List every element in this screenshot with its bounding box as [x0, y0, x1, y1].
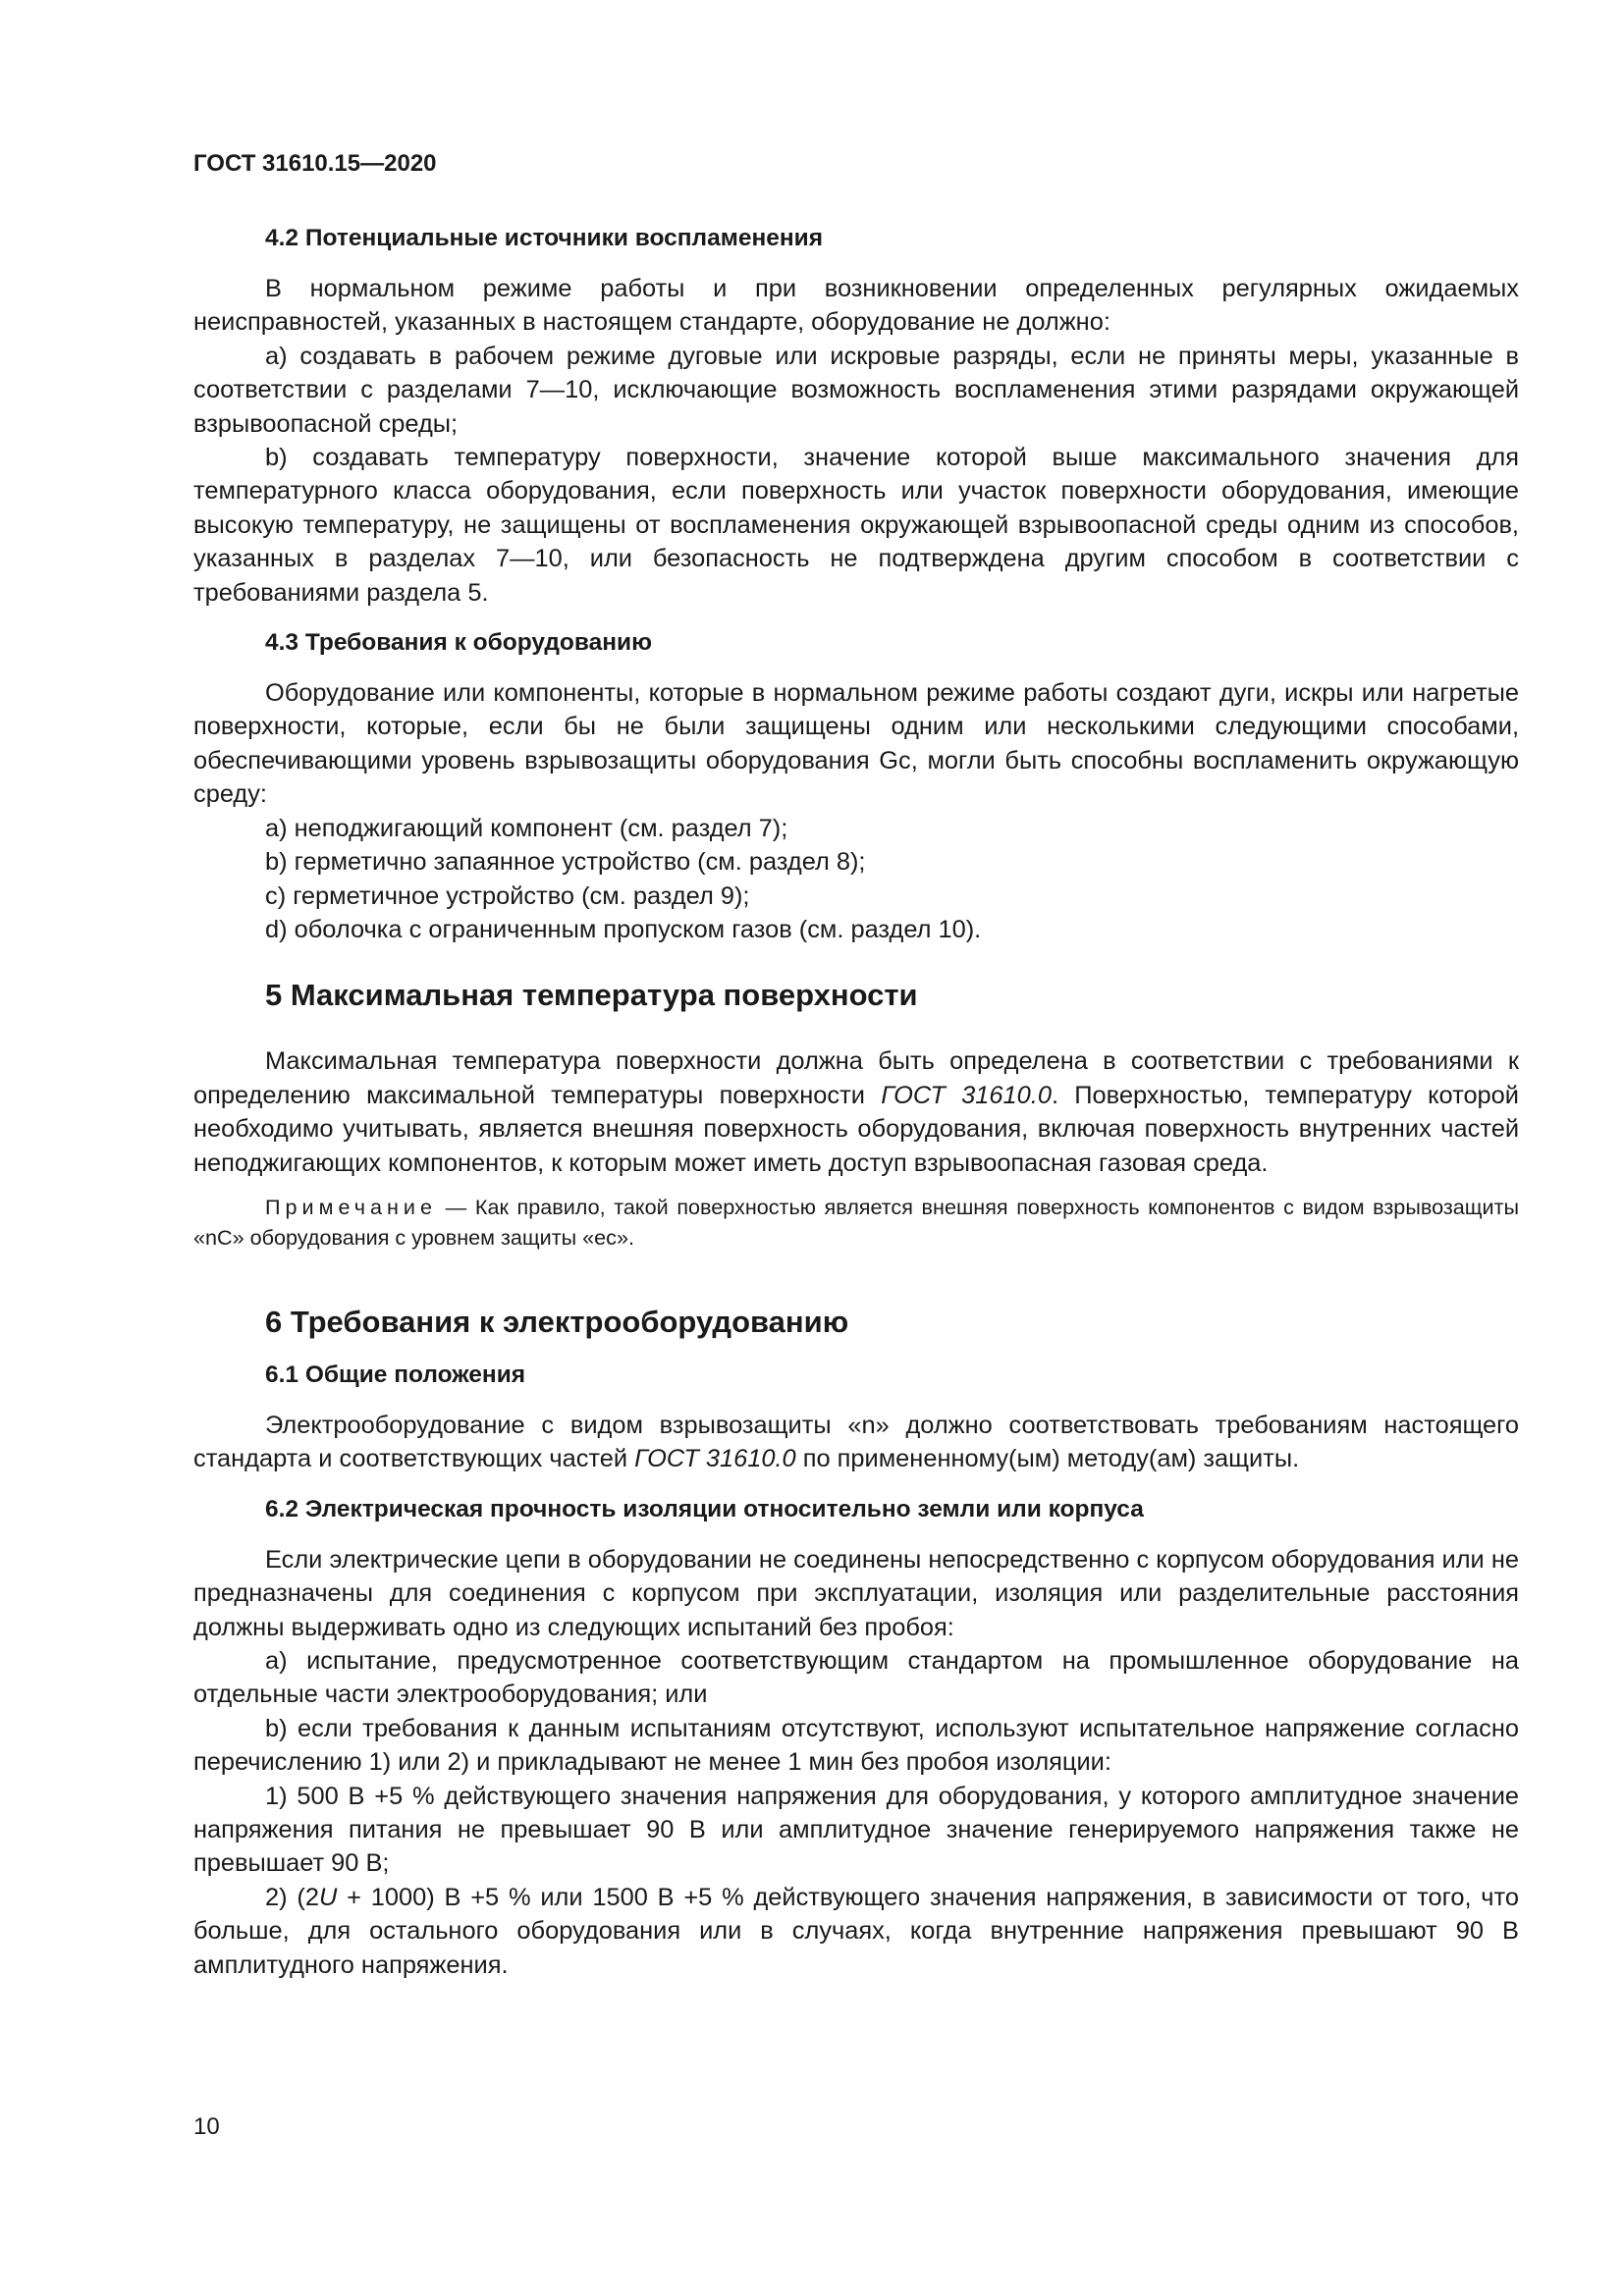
note-label: Примечание: [265, 1194, 437, 1219]
reference-gost-31610-0: ГОСТ 31610.0: [634, 1445, 796, 1473]
list-4-3: [193, 812, 1519, 947]
list-item-4-3-b: b) герметично запаянное устройство (см. раздел 8);: [265, 848, 866, 877]
heading-4-2: 4.2 Потенциальные источники воспламенения: [265, 225, 824, 251]
note-5: [193, 1192, 1519, 1254]
list-item-6-2-a: a) испытание, предусмотренное соответствующим стандартом на промышленное оборудование на отдельные части электрооборудования; или: [193, 1646, 1519, 1709]
list-item-6-2-2-end: + 1000) В +5 % или 1500 В +5 % действующего значения напряжения, в зависимости от того, что больше, для остального оборудования или в случаях, когда внутренние напряжения превышают 90 В амплитудного напряжения.: [193, 1883, 1519, 1979]
paragraph-4-2-intro: В нормальном режиме работы и при возникновении определенных регулярных ожидаемых неисправностей, указанных в настоящем стандарте, оборудование не должно:: [193, 275, 1519, 337]
heading-6-2: 6.2 Электрическая прочность изоляции относительно земли или корпуса: [265, 1495, 1144, 1522]
paragraph-6-1-text-start: Электрооборудование с видом взрывозащиты «n» должно соответствовать требованиям настоящего стандарта и соответствующих частей: [193, 1411, 1519, 1473]
paragraph-5-text-start: Максимальная температура поверхности должна быть определена в соответствии с требованиями к определению максимальной температуры поверхности: [193, 1047, 1519, 1109]
page-content: [193, 222, 1519, 1982]
list-item-6-2-2: [193, 1881, 1519, 1982]
list-item-4-3-d: d) оболочка с ограниченным пропуском газов (см. раздел 10).: [265, 915, 982, 943]
paragraph-5-text-end: . Поверхностью, температуру которой необходимо учитывать, является внешняя поверхность оборудования, включая поверхность внутренних частей неподжигающих компонентов, к которым может иметь доступ взрывоопасная газовая среда.: [193, 1081, 1519, 1177]
heading-section-5: 5 Максимальная температура поверхности: [265, 978, 918, 1013]
list-item-4-3-a: a) неподжигающий компонент (см. раздел 7);: [265, 814, 788, 842]
heading-4-3: 4.3 Требования к оборудованию: [265, 629, 653, 657]
paragraph-4-3-intro: Оборудование или компоненты, которые в нормальном режиме работы создают дуги, искры или нагретые поверхности, которые, если бы не были защищены одним или несколькими следующими способами, обеспечивающими уровень взрывозащиты оборудования Gc, могли быть способны воспламенить окружающую среду:: [193, 679, 1519, 809]
list-item-4-2-b: b) создавать температуру поверхности, значение которой выше максимального значения для температурного класса оборудования, если поверхность или участок поверхности оборудования, имеющие высокую температуру, не защищены от воспламенения окружающей взрывоопасной среды одним из способов, указанных в разделах 7—10, или безопасность не подтверждена другим способом в соответствии с требованиями раздела 5.: [193, 444, 1519, 607]
list-item-6-2-1: 1) 500 В +5 % действующего значения напряжения для оборудования, у которого амплитудное значение напряжения питания не превышает 90 В или амплитудное значение генерируемого напряжения также не превышает 90 В;: [193, 1782, 1519, 1878]
reference-gost-31610-0: ГОСТ 31610.0: [881, 1081, 1052, 1109]
page-number: 10: [193, 2113, 220, 2140]
variable-u: U: [318, 1883, 338, 1911]
list-item-6-2-2-start: 2) (2: [265, 1883, 319, 1911]
note-text: — Как правило, такой поверхностью является внешняя поверхность компонентов с видом взрывозащиты «nC» оборудования с уровнем защиты «ec».: [193, 1194, 1519, 1251]
paragraph-6-2-intro: Если электрические цепи в оборудовании не соединены непосредственно с корпусом оборудования или не предназначены для соединения с корпусом при эксплуатации, изоляция или разделительные расстояния должны выдерживать одно из следующих испытаний без пробоя:: [193, 1545, 1519, 1641]
heading-6-1: 6.1 Общие положения: [265, 1361, 526, 1388]
paragraph-6-1-text-end: по примененному(ым) методу(ам) защиты.: [795, 1445, 1300, 1473]
standard-code: ГОСТ 31610.15—2020: [193, 150, 437, 177]
list-item-6-2-b: b) если требования к данным испытаниям отсутствуют, используют испытательное напряжение согласно перечислению 1) или 2) и прикладывают не менее 1 мин без пробоя изоляции:: [193, 1714, 1519, 1777]
list-item-4-2-a: a) создавать в рабочем режиме дуговые или искровые разряды, если не приняты меры, указанные в соответствии с разделами 7—10, исключающие возможность воспламенения этими разрядами окружающей взрывоопасной среды;: [193, 342, 1519, 438]
paragraph-6-1: [193, 1409, 1519, 1476]
paragraph-5: [193, 1044, 1519, 1180]
list-item-4-3-c: c) герметичное устройство (см. раздел 9);: [265, 881, 750, 910]
heading-section-6: 6 Требования к электрооборудованию: [265, 1304, 849, 1339]
